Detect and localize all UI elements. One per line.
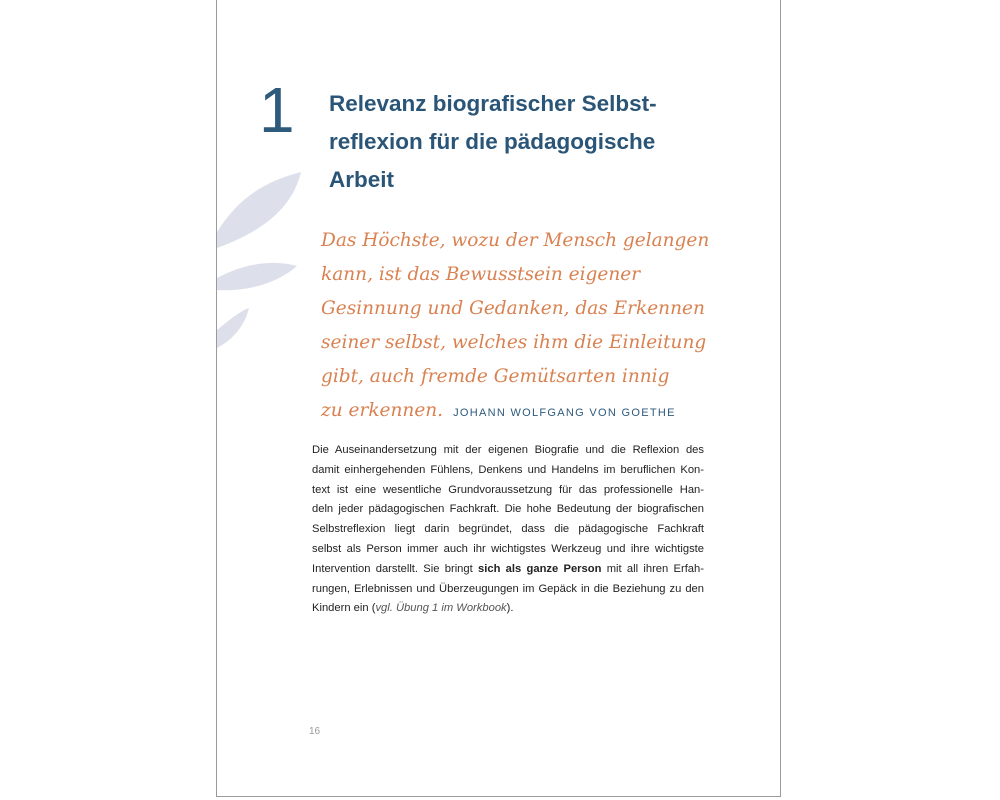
body-line: damit einhergehenden Fühlens, Denkens und Handelns im beruflichen Kon- [312, 463, 704, 476]
emphasis-bold: sich als ganze Person [478, 562, 602, 575]
workbook-reference: vgl. Übung 1 im Workbook [375, 602, 507, 615]
chapter-title-line: Arbeit [329, 167, 395, 192]
body-text-segment: Kindern ein ( [312, 602, 376, 615]
body-line: deln jeder pädagogischen Fachkraft. Die hohe Bedeutung der biografischen [312, 503, 704, 516]
quote-line: zu erkennen. [321, 400, 444, 421]
leaf-decoration-icon [217, 170, 307, 360]
body-line: Selbstreflexion liegt darin begründet, dass die pädagogische Fachkraft [312, 523, 704, 536]
quote-line: Das Höchste, wozu der Mensch gelangen [321, 230, 710, 251]
epigraph-quote [321, 224, 741, 430]
page-number: 16 [309, 726, 321, 737]
body-line [312, 560, 704, 580]
body-text-segment: Intervention darstellt. Sie bringt [312, 562, 479, 575]
quote-last-line [321, 394, 741, 430]
body-line: text ist eine wesentliche Grundvoraussetzung für das professionelle Han- [312, 483, 704, 496]
body-line [312, 599, 704, 619]
body-line: selbst als Person immer auch ihr wichtigstes Werkzeug und ihre wichtigste [312, 542, 704, 555]
body-text-segment: ). [506, 602, 514, 615]
quote-line: kann, ist das Bewusstsein eigener [321, 264, 641, 285]
quote-line: Gesinnung und Gedanken, das Erkennen [321, 298, 705, 319]
chapter-title-line: reflexion für die pädagogische [329, 129, 656, 154]
chapter-title-line: Relevanz biografischer Selbst- [329, 91, 657, 116]
body-paragraph [312, 441, 704, 619]
body-line: Die Auseinandersetzung mit der eigenen Biografie und die Reflexion des [312, 444, 704, 456]
quote-line: seiner selbst, welches ihm die Einleitung [321, 332, 707, 353]
body-line: rungen, Erlebnissen und Überzeugungen im Gepäck in die Beziehung zu den [312, 582, 704, 595]
quote-line: gibt, auch fremde Gemütsarten innig [321, 366, 670, 387]
body-text-segment: mit all ihren Erfah- [601, 562, 704, 575]
quote-author: JOHANN WOLFGANG VON GOETHE [453, 407, 676, 419]
book-page [216, 0, 781, 797]
chapter-number: 1 [259, 74, 295, 146]
chapter-title [329, 85, 749, 199]
